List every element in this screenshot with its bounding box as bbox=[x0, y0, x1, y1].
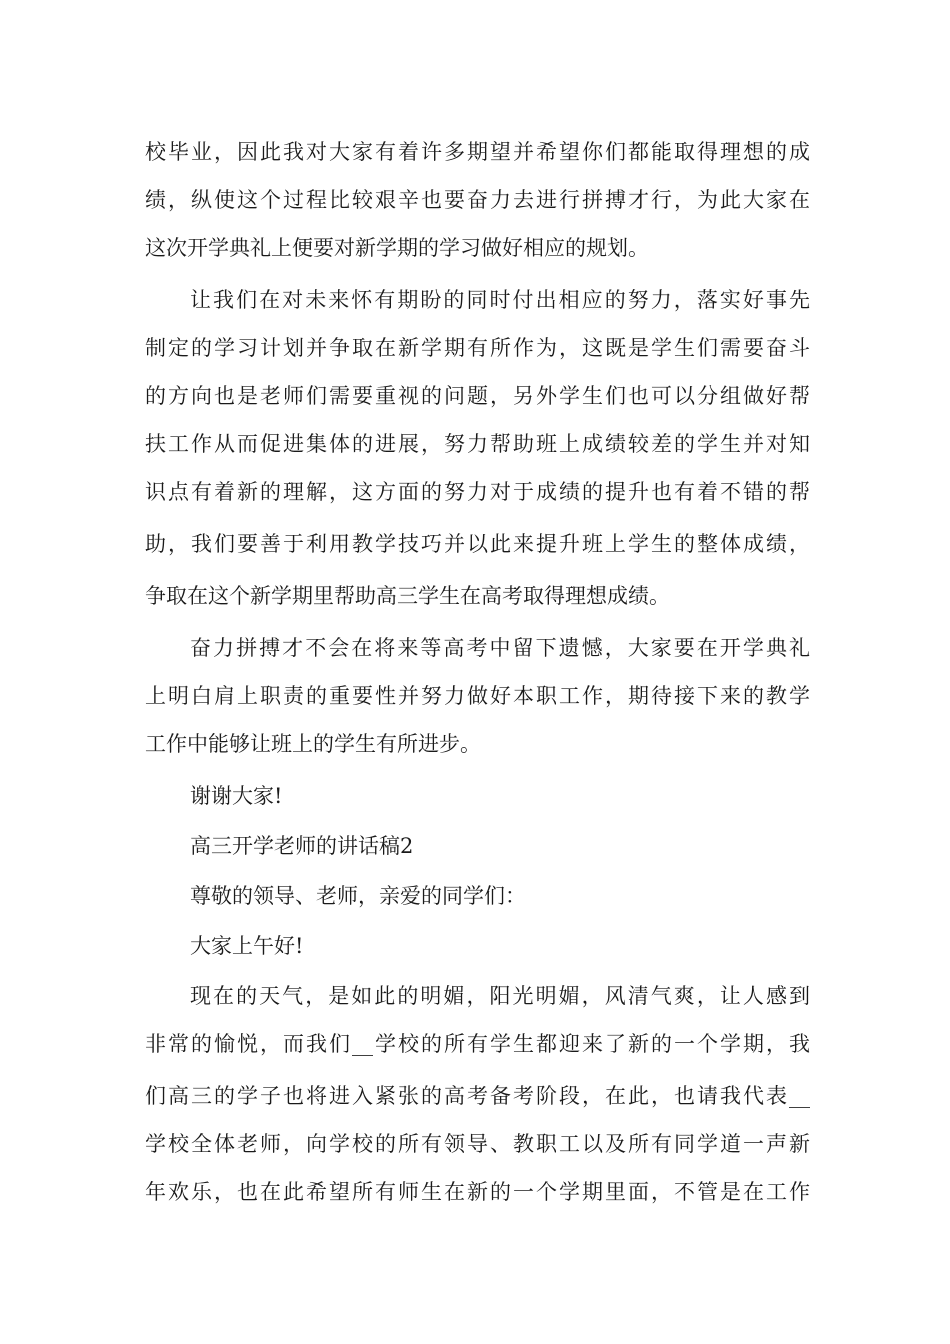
text-line: 谢谢大家! bbox=[190, 784, 283, 808]
section-heading: 高三开学老师的讲话稿2 bbox=[190, 834, 414, 858]
text-line: 尊敬的领导、老师，亲爱的同学们： bbox=[190, 884, 526, 908]
text-line: 非常的愉悦，而我们__学校的所有学生都迎来了新的一个学期，我 bbox=[145, 1032, 810, 1056]
text-line: 工作中能够让班上的学生有所进步。 bbox=[145, 732, 481, 756]
text-line: 学校全体老师，向学校的所有领导、教职工以及所有同学道一声新 bbox=[145, 1132, 810, 1156]
text-line: 上明白肩上职责的重要性并努力做好本职工作，期待接下来的教学 bbox=[145, 684, 810, 708]
text-line: 奋力拼搏才不会在将来等高考中留下遗憾，大家要在开学典礼 bbox=[190, 636, 810, 660]
text-line: 制定的学习计划并争取在新学期有所作为，这既是学生们需要奋斗 bbox=[145, 336, 810, 360]
text-line: 绩，纵使这个过程比较艰辛也要奋力去进行拼搏才行，为此大家在 bbox=[145, 188, 810, 212]
text-line: 这次开学典礼上便要对新学期的学习做好相应的规划。 bbox=[145, 236, 649, 260]
text-line: 校毕业，因此我对大家有着许多期望并希望你们都能取得理想的成 bbox=[145, 140, 810, 164]
text-line: 识点有着新的理解，这方面的努力对于成绩的提升也有着不错的帮 bbox=[145, 480, 810, 504]
text-line: 现在的天气，是如此的明媚，阳光明媚，风清气爽，让人感到 bbox=[190, 984, 810, 1008]
text-line: 扶工作从而促进集体的进展，努力帮助班上成绩较差的学生并对知 bbox=[145, 432, 810, 456]
text-line: 年欢乐，也在此希望所有师生在新的一个学期里面，不管是在工作 bbox=[145, 1180, 810, 1204]
text-line: 的方向也是老师们需要重视的问题，另外学生们也可以分组做好帮 bbox=[145, 384, 810, 408]
text-line: 让我们在对未来怀有期盼的同时付出相应的努力，落实好事先 bbox=[190, 288, 810, 312]
text-line: 大家上午好! bbox=[190, 934, 304, 958]
text-line: 争取在这个新学期里帮助高三学生在高考取得理想成绩。 bbox=[145, 584, 670, 608]
text-line: 助，我们要善于利用教学技巧并以此来提升班上学生的整体成绩， bbox=[145, 532, 810, 556]
text-line: 们高三的学子也将进入紧张的高考备考阶段，在此，也请我代表__ bbox=[145, 1084, 810, 1108]
